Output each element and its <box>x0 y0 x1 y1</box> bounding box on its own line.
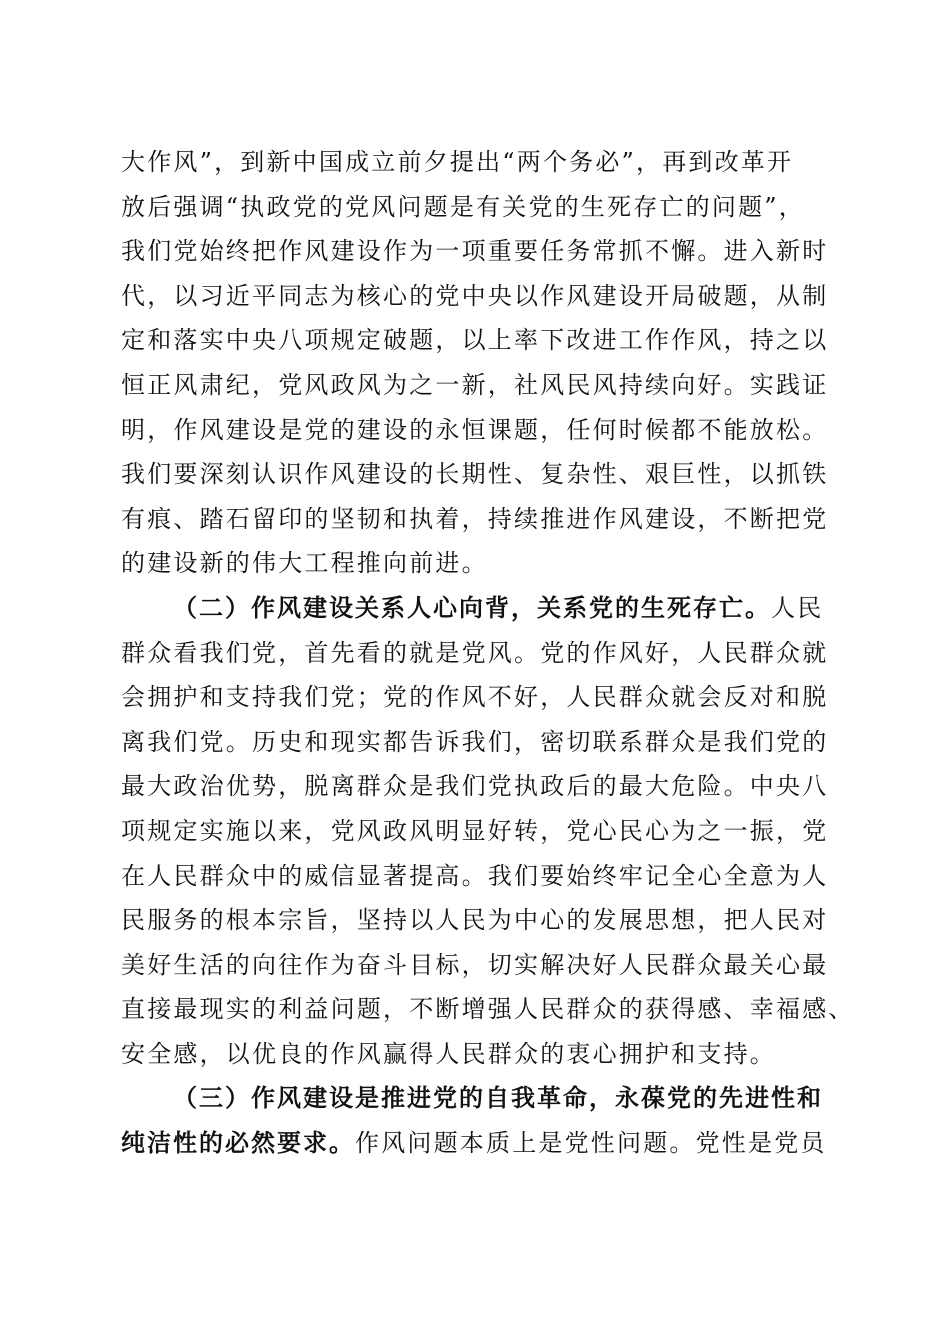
text-line: 我们党始终把作风建设作为一项重要任务常抓不懈。进入新时 <box>121 237 829 266</box>
text-line: 民服务的根本宗旨，坚持以人民为中心的发展思想，把人民对 <box>121 906 829 935</box>
text-line: 代，以习近平同志为核心的党中央以作风建设开局破题，从制 <box>121 281 829 310</box>
text-line: 放后强调“执政党的党风问题是有关党的生死存亡的问题”， <box>121 192 805 221</box>
paragraph-3 <box>121 1076 841 1165</box>
text-line: 我们要深刻认识作风建设的长期性、复杂性、艰巨性，以抓铁 <box>121 460 829 489</box>
paragraph-1 <box>121 140 841 586</box>
section-heading-3: （三）作风建设是推进党的自我革命，永葆党的先进性和 <box>173 1084 823 1113</box>
section-heading-2: （二）作风建设关系人心向背，关系党的生死存亡。 <box>173 593 771 622</box>
text-line <box>121 1076 841 1121</box>
section-heading-3-cont: 纯洁性的必然要求。 <box>121 1129 355 1158</box>
text-line: 大作风”，到新中国成立前夕提出“两个务必”，再到改革开 <box>121 148 794 176</box>
text-line: 会拥护和支持我们党；党的作风不好，人民群众就会反对和脱 <box>121 683 829 712</box>
text-line: 群众看我们党，首先看的就是党风。党的作风好，人民群众就 <box>121 638 829 667</box>
heading-trailing-text: 人民 <box>771 593 824 622</box>
paragraph-2 <box>121 586 855 1077</box>
text-line: 最大政治优势，脱离群众是我们党执政后的最大危险。中央八 <box>121 772 829 801</box>
text-line: 在人民群众中的威信显著提高。我们要始终牢记全心全意为人 <box>121 861 829 890</box>
text-line: 明，作风建设是党的建设的永恒课题，任何时候都不能放松。 <box>121 415 829 444</box>
text-line: 直接最现实的利益问题，不断增强人民群众的获得感、幸福感、 <box>121 995 855 1024</box>
heading-trailing-text: 作风问题本质上是党性问题。党性是党员 <box>355 1129 827 1158</box>
text-line: 恒正风肃纪，党风政风为之一新，社风民风持续向好。实践证 <box>121 370 829 399</box>
text-line <box>121 1121 841 1166</box>
text-line: 离我们党。历史和现实都告诉我们，密切联系群众是我们党的 <box>121 727 829 756</box>
text-line: 美好生活的向往作为奋斗目标，切实解决好人民群众最关心最 <box>121 950 829 979</box>
text-line: 定和落实中央八项规定破题，以上率下改进工作作风，持之以 <box>121 326 829 355</box>
text-line: 有痕、踏石留印的坚韧和执着，持续推进作风建设，不断把党 <box>121 504 829 533</box>
text-line: 的建设新的伟大工程推向前进。 <box>121 549 488 578</box>
document-body <box>121 140 855 1166</box>
text-line: 安全感，以优良的作风赢得人民群众的衷心拥护和支持。 <box>121 1039 776 1068</box>
text-line: 项规定实施以来，党风政风明显好转，党心民心为之一振，党 <box>121 816 829 845</box>
text-line <box>121 586 841 631</box>
